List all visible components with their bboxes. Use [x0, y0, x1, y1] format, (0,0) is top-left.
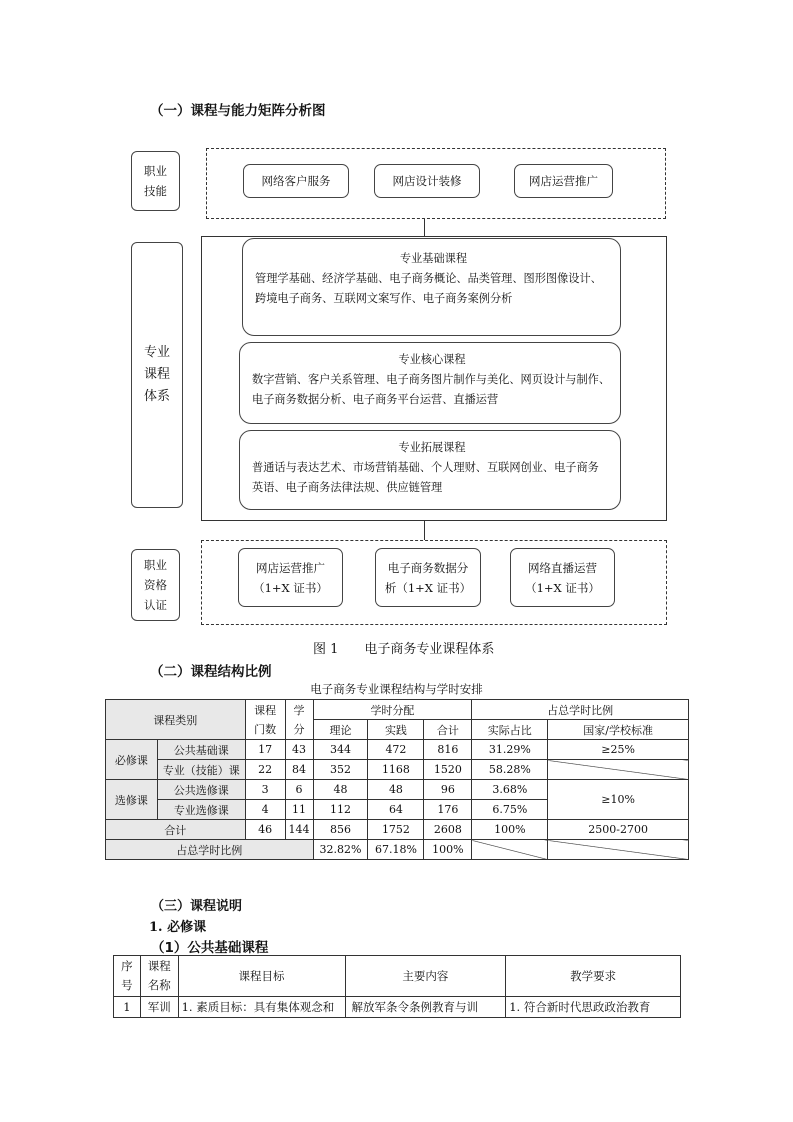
course-description-table [113, 955, 681, 1018]
cell-total: 100% [424, 840, 472, 860]
course-group-foundation [242, 238, 621, 336]
header-content: 主要内容 [345, 956, 506, 997]
course-structure-table [105, 699, 689, 860]
header-line: 号 [121, 978, 133, 992]
cell-diagonal [548, 840, 689, 860]
group-required: 必修课 [106, 740, 158, 780]
header-line: 分 [293, 722, 305, 736]
side-label-line: 职业 [144, 164, 167, 178]
header-line: 门数 [254, 722, 277, 736]
side-label-line: 职业 [144, 558, 167, 572]
side-label-line: 课程 [143, 367, 170, 382]
skill-box: 网店设计装修 [374, 164, 480, 198]
skill-box: 网店运营推广 [514, 164, 613, 198]
cell-count: 46 [245, 820, 285, 840]
side-label-line: 体系 [143, 389, 170, 404]
connector-line [424, 219, 425, 236]
row-name: 专业选修课 [157, 800, 245, 820]
cell-count: 4 [245, 800, 285, 820]
cell-practice: 67.18% [368, 840, 424, 860]
figure-caption: 图 1 电子商务专业课程体系 [313, 642, 495, 657]
course-group-title: 专业基础课程 [399, 252, 468, 265]
table-header-row [114, 956, 681, 997]
cell-name: 军训 [140, 997, 178, 1018]
course-list-line: 普通话与表达艺术、市场营销基础、个人理财、互联网创业、电子商务 [252, 461, 599, 474]
table-title: 电子商务专业课程结构与学时安排 [310, 682, 483, 696]
section-heading-description: （三）课程说明 [151, 899, 243, 914]
row-name: 公共基础课 [157, 740, 245, 760]
course-list-line: 跨境电子商务、互联网文案写作、电子商务案例分析 [255, 292, 513, 305]
cell-theory: 344 [313, 740, 368, 760]
table-row [106, 740, 689, 760]
header-line: 课程 [147, 959, 171, 973]
header-credit [285, 700, 313, 740]
cell-total: 96 [424, 780, 472, 800]
cert-line: 网店运营推广 [255, 560, 325, 575]
cert-line: 电子商务数据分 [387, 560, 469, 575]
cert-box [510, 548, 615, 607]
table-row [114, 997, 681, 1018]
cell-theory: 32.82% [313, 840, 368, 860]
header-line: 学 [293, 703, 305, 717]
header-line: 课程 [254, 703, 277, 717]
header-name [140, 956, 178, 997]
header-standard: 国家/学校标准 [548, 720, 689, 740]
side-label-line: 资格 [144, 578, 167, 592]
cell-credit: 84 [285, 760, 313, 780]
header-practice: 实践 [368, 720, 424, 740]
cell-total: 2608 [424, 820, 472, 840]
sum-label: 合计 [106, 820, 246, 840]
cell-practice: 64 [368, 800, 424, 820]
cert-box [238, 548, 343, 607]
cell-standard: ≥25% [548, 740, 689, 760]
cell-diagonal [472, 840, 548, 860]
cell-theory: 112 [313, 800, 368, 820]
table-row [106, 760, 689, 780]
header-actual: 实际占比 [472, 720, 548, 740]
header-ratio: 占总学时比例 [472, 700, 689, 720]
header-count [245, 700, 285, 740]
table-row-sum [106, 820, 689, 840]
cert-line: 网络直播运营 [527, 560, 597, 575]
subheading-public-foundation: （1）公共基础课程 [151, 940, 269, 956]
table-row [106, 780, 689, 800]
section-heading-matrix: （一）课程与能力矩阵分析图 [150, 103, 326, 119]
section-heading-structure: （二）课程结构比例 [150, 664, 272, 680]
cell-practice: 1752 [368, 820, 424, 840]
share-label: 占总学时比例 [106, 840, 314, 860]
side-label-line: 专业 [143, 345, 170, 360]
header-no [114, 956, 141, 997]
header-category: 课程类别 [106, 700, 246, 740]
cell-no: 1 [114, 997, 141, 1018]
cell-theory: 856 [313, 820, 368, 840]
side-label-line: 认证 [144, 598, 167, 612]
cell-total: 176 [424, 800, 472, 820]
table-header-row [106, 700, 689, 720]
group-elective: 选修课 [106, 780, 158, 820]
cell-credit: 6 [285, 780, 313, 800]
header-theory: 理论 [313, 720, 368, 740]
cell-actual: 100% [472, 820, 548, 840]
course-list-line: 英语、电子商务法律法规、供应链管理 [252, 481, 443, 494]
cell-content: 解放军条令条例教育与训 [345, 997, 506, 1018]
course-group-title: 专业拓展课程 [398, 441, 466, 454]
side-label-certification [131, 549, 180, 621]
cell-actual: 3.68% [472, 780, 548, 800]
side-label-line: 技能 [144, 184, 167, 198]
cell-total: 1520 [424, 760, 472, 780]
subheading-required: 1. 必修课 [149, 920, 207, 935]
cell-count: 3 [245, 780, 285, 800]
cell-goal: 1. 素质目标：具有集体观念和 [178, 997, 345, 1018]
course-list-line: 数字营销、客户关系管理、电子商务图片制作与美化、网页设计与制作、 [252, 373, 611, 386]
cell-total: 816 [424, 740, 472, 760]
cell-actual: 6.75% [472, 800, 548, 820]
row-name: 公共选修课 [157, 780, 245, 800]
cell-actual: 58.28% [472, 760, 548, 780]
course-group-title: 专业核心课程 [398, 353, 466, 366]
header-line: 名称 [147, 978, 171, 992]
connector-line [424, 521, 425, 540]
cell-diagonal [548, 760, 689, 780]
cert-line: 析（1+X 证书） [384, 580, 472, 595]
table-row-share [106, 840, 689, 860]
course-group-extension [239, 430, 621, 510]
header-goal: 课程目标 [178, 956, 345, 997]
header-hours: 学时分配 [313, 700, 472, 720]
cell-practice: 1168 [368, 760, 424, 780]
cell-credit: 144 [285, 820, 313, 840]
cell-theory: 352 [313, 760, 368, 780]
course-group-core [239, 342, 621, 424]
header-total: 合计 [424, 720, 472, 740]
cell-practice: 472 [368, 740, 424, 760]
skill-box: 网络客户服务 [243, 164, 349, 198]
cert-box [375, 548, 481, 607]
cert-line: （1+X 证书） [525, 580, 600, 595]
cert-line: （1+X 证书） [253, 580, 328, 595]
course-list-line: 管理学基础、经济学基础、电子商务概论、品类管理、图形图像设计、 [255, 272, 602, 285]
cell-requirement: 1. 符合新时代思政政治教育 [506, 997, 681, 1018]
cell-standard: 2500-2700 [548, 820, 689, 840]
cell-credit: 11 [285, 800, 313, 820]
header-requirement: 教学要求 [506, 956, 681, 997]
cell-theory: 48 [313, 780, 368, 800]
course-list-line: 电子商务数据分析、电子商务平台运营、直播运营 [252, 393, 499, 406]
cell-actual: 31.29% [472, 740, 548, 760]
header-line: 序 [121, 959, 133, 973]
side-label-skills [131, 151, 180, 211]
row-name: 专业（技能）课 [157, 760, 245, 780]
side-label-course-system [131, 242, 183, 508]
cell-practice: 48 [368, 780, 424, 800]
cell-count: 17 [245, 740, 285, 760]
cell-count: 22 [245, 760, 285, 780]
cell-credit: 43 [285, 740, 313, 760]
cell-standard: ≥10% [548, 780, 689, 820]
